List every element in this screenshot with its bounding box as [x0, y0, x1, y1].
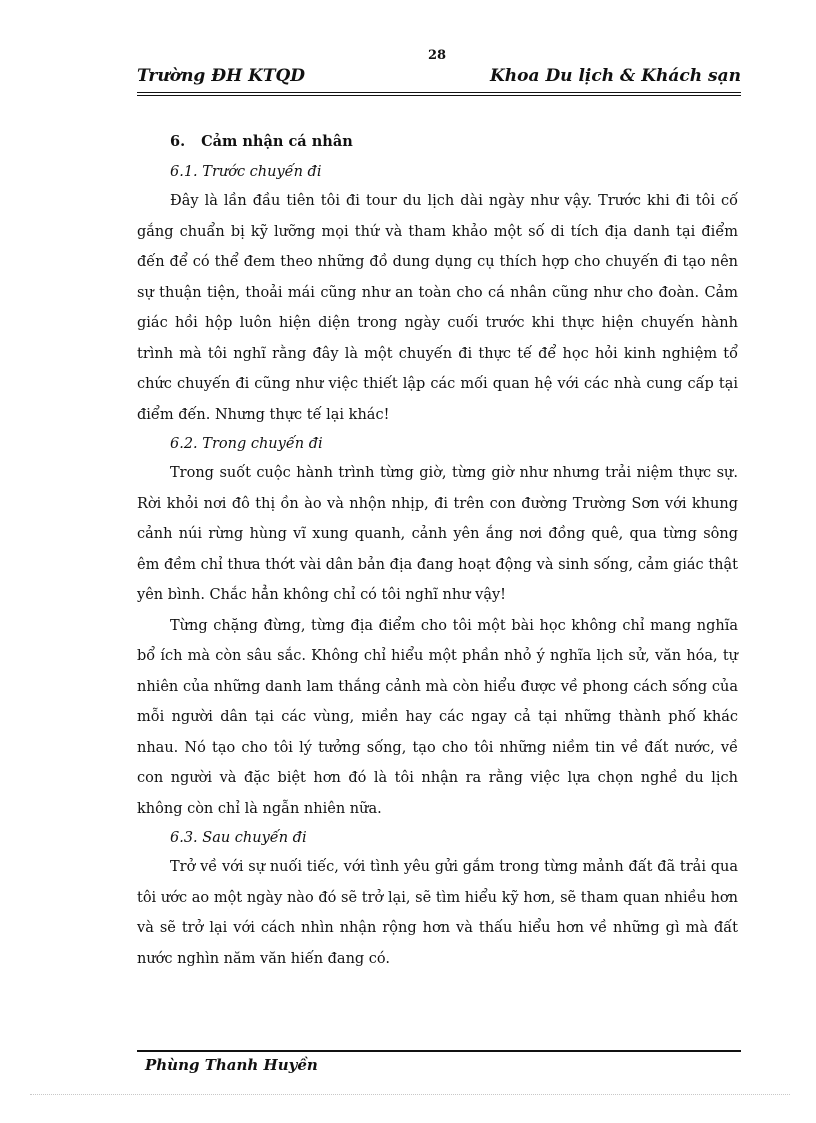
paragraph: Từng chặng đừng, từng địa điểm cho tôi một bài học không chỉ mang nghĩa bổ ích mà còn sâu sắc. Không chỉ hiểu một phần nhỏ ý nghĩa lịch sử, văn hóa, tự nhiên của những danh lam thắng cảnh mà còn hiểu được về phong cách sống của mỗi người dân tại các vùng, miền hay các ngay cả tại những thành phố khác nhau. Nó tạo cho tôi lý tưởng sống, tạo cho tôi những niềm tin về đất nước, về con người và đặc biệt hơn đó là tôi nhận ra rằng việc lựa chọn nghề du lịch không còn chỉ là ngẫn nhiên nữa. — [137, 617, 738, 817]
section-heading — [170, 130, 738, 154]
header-school: Trường ĐH KTQD — [137, 66, 306, 86]
section-number: 6. — [170, 133, 186, 150]
paragraph: Đây là lần đầu tiên tôi đi tour du lịch dài ngày như vậy. Trước khi đi tôi cố gắng chuẩn bị kỹ lưỡng mọi thứ và tham khảo một số di tích địa danh tại điểm đến để có thể đem theo những đồ dung dụng cụ thích hợp cho chuyến đi tạo nên sự thuận tiện, thoải mái cũng như an toàn cho cá nhân cũng như cho đoàn. Cảm giác hồi hộp luôn hiện diện trong ngày cuối trước khi thực hiện chuyến hành trình mà tôi nghĩ rằng đây là một chuyến đi thực tế để học hỏi kinh nghiệm tổ chức chuyến đi cũng như việc thiết lập các mối quan hệ với các nhà cung cấp tại điểm đến. Nhưng thực tế lại khác! — [137, 193, 738, 423]
paragraph: Trở về với sự nuối tiếc, với tình yêu gửi gắm trong từng mảnh đất đã trải qua tôi ước ao một ngày nào đó sẽ trở lại, sẽ tìm hiểu kỹ hơn, sẽ tham quan nhiều hơn và sẽ trở lại với cách nhìn nhận rộng hơn và thấu hiểu hơn về những gì mà đất nước nghìn năm văn hiến đang có. — [137, 859, 738, 967]
section-title: Cảm nhận cá nhân — [201, 133, 353, 150]
document-body — [137, 130, 738, 974]
subsection-title-6-2: 6.2. Trong chuyến đi — [170, 436, 323, 452]
subsection-title-6-1: 6.1. Trước chuyến đi — [170, 164, 322, 180]
page-number: 28 — [427, 48, 447, 63]
page-bottom-border — [30, 1094, 790, 1095]
footer-author: Phùng Thanh Huyền — [145, 1056, 318, 1074]
paragraph: Trong suốt cuộc hành trình từng giờ, từng giờ như nhưng trải niệm thực sự. Rời khỏi nơi đô thị ồn ào và nhộn nhịp, đi trên con đường Trường Sơn với khung cảnh núi rừng hùng vĩ xung quanh, cảnh yên ắng nơi đồng quê, qua từng sông êm đềm chỉ thưa thớt vài dân bản địa đang hoạt động và sinh sống, cảm giác thật yên bình. Chắc hẳn không chỉ có tôi nghĩ như vậy! — [137, 465, 738, 603]
page-header — [137, 64, 741, 96]
footer-divider — [137, 1050, 741, 1052]
header-faculty: Khoa Du lịch & Khách sạn — [490, 66, 741, 86]
subsection-title-6-3: 6.3. Sau chuyến đi — [170, 830, 307, 846]
